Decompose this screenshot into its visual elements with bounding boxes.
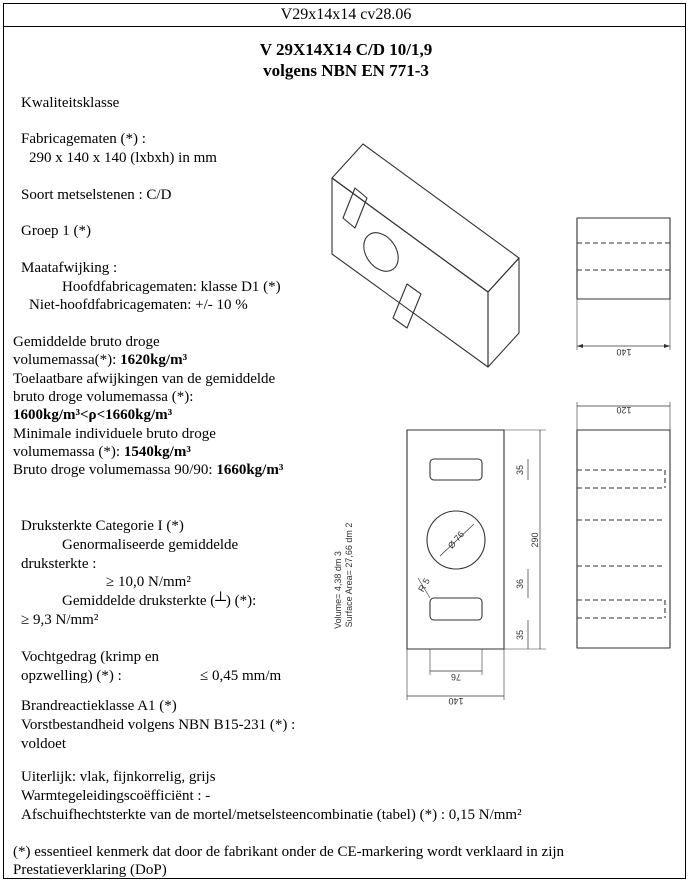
footnote-line-2: Prestatieverklaring (DoP) [13,862,167,878]
density-tolerance-value: 1600kg/m³<ρ<1660kg/m³ [13,407,173,423]
normalized-strength-label-2: druksterkte : [21,556,97,572]
tolerance-other: Niet-hoofdfabricagematen: +/- 10 % [29,297,248,313]
dim-140-side: 140 [616,347,632,357]
shear-strength: Afschuifhechtsterkte van de mortel/metselsteencombinatie (tabel) (*) : 0,15 N/mm² [21,807,522,823]
dim-140-bottom: 140 [448,696,464,706]
appearance: Uiterlijk: vlak, fijnkorrelig, grijs [21,769,216,785]
volume-note: Volume= 4,38 dm 3 [333,551,343,629]
density-prefix: volumemassa(*): [13,352,121,368]
isometric-brick [332,144,519,367]
product-standard: volgens NBN EN 771-3 [263,61,429,80]
dimensions-value: 290 x 140 x 140 (lxbxh) in mm [29,150,217,166]
density-tolerance-label-2: bruto droge volumemassa (*): [13,389,194,405]
product-code: V29x14x14 cv28.06 [280,6,412,23]
side-view [577,218,670,350]
product-title: V 29X14X14 C/D 10/1,9 [259,40,433,59]
frost-resistance: Vorstbestandheid volgens NBN B15-231 (*) : [21,717,296,733]
mean-strength-value: ≥ 9,3 N/mm² [21,612,99,628]
fire-class: Brandreactieklasse A1 (*) [21,698,177,714]
normalized-strength-label: Genormaliseerde gemiddelde [62,537,239,553]
strength-category: Druksterkte Categorie I (*) [21,518,184,534]
density-value: 1620kg/m³ [120,352,188,368]
normalized-strength-value: ≥ 10,0 N/mm² [106,574,191,590]
min-density-value: 1540kg/m³ [123,444,191,460]
frost-resistance-value: voldoet [21,736,66,752]
dim-76: 76 [450,672,462,682]
density-9090-value: 1660kg/m³ [216,462,284,478]
footnote-line-1: (*) essentieel kenmerk dat door de fabrikant onder de CE-markering wordt verklaard in zijn [13,844,565,860]
end-view [577,402,670,648]
mean-strength-label: Gemiddelde druksterkte (┴) (*): [62,593,257,609]
density-tolerance-label: Toelaatbare afwijkingen van de gemiddelde [13,371,276,387]
moisture-label: Vochtgedrag (krimp en [21,649,160,665]
thermal-conductivity: Warmtegeleidingscoëfficiënt : - [21,788,211,804]
dim-290: 290 [530,532,540,548]
dimensions-label: Fabricagematen (*) : [21,131,146,147]
dim-120: 120 [616,405,632,415]
front-view [407,430,546,700]
dim-35-bottom: 35 [515,629,525,641]
dim-diameter: Ø 76 [445,529,467,551]
dim-radius: R 5 [416,576,432,594]
group: Groep 1 (*) [21,223,91,239]
density-label: Gemiddelde bruto droge [13,334,160,350]
tolerance-label: Maatafwijking : [21,260,118,276]
brick-type: Soort metselstenen : C/D [21,187,172,203]
min-density-prefix: volumemassa (*): [13,444,124,460]
moisture-value: ≤ 0,45 mm/m [200,668,282,684]
dim-35-top: 35 [515,464,525,476]
density-9090-prefix: Bruto droge volumemassa 90/90: [13,462,217,478]
min-density-label: Minimale individuele bruto droge [13,426,216,442]
moisture-label-2: opzwelling) (*) : [21,668,122,684]
dim-36: 36 [515,578,525,590]
tolerance-main: Hoofdfabricagematen: klasse D1 (*) [62,279,281,295]
quality-class: Kwaliteitsklasse [21,95,120,111]
surface-note: Surface Area= 27,66 dm 2 [344,522,354,628]
